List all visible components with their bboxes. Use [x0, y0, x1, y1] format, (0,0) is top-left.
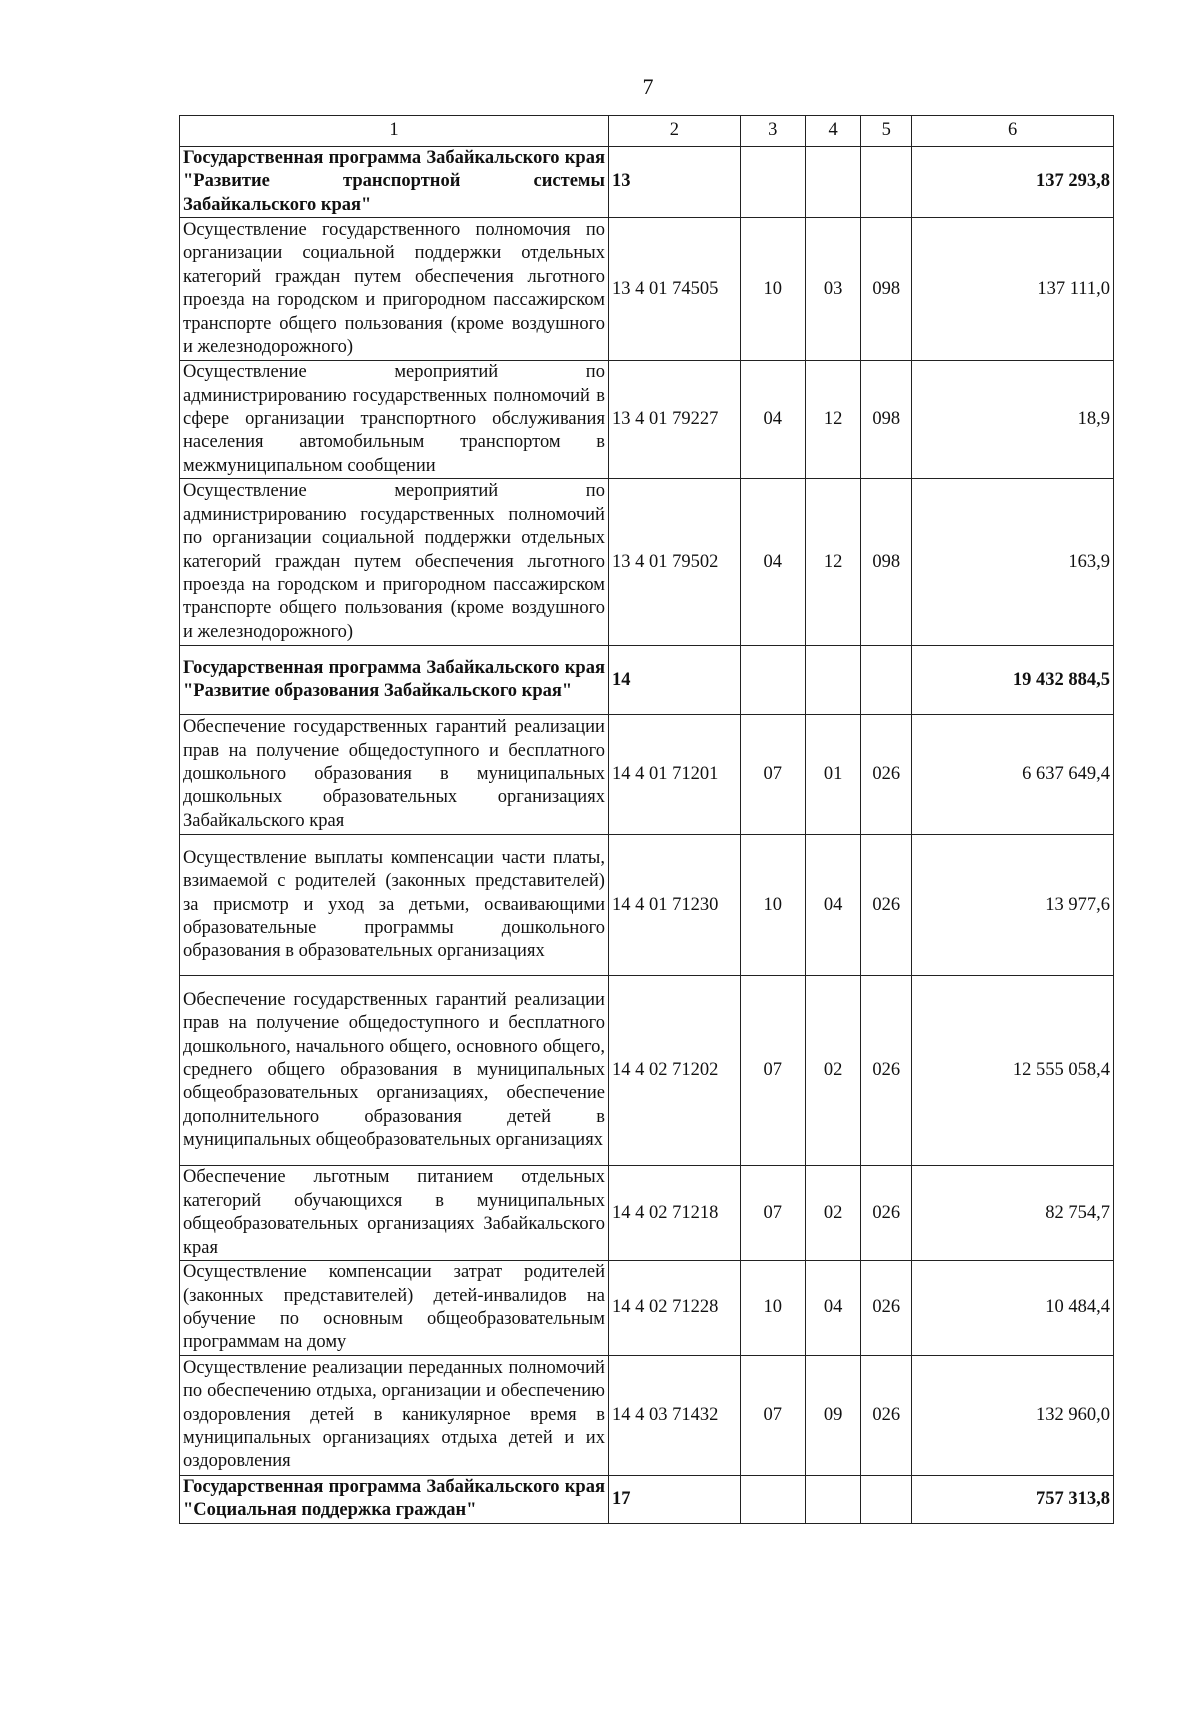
table-row — [180, 479, 1114, 646]
row-code: 17 — [608, 1475, 740, 1523]
row-subsection — [805, 147, 861, 218]
row-name: Государственная программа Забайкальского края "Социальная поддержка граждан" — [180, 1475, 609, 1523]
table-body — [180, 147, 1114, 1524]
row-name: Обеспечение государственных гарантий реализации прав на получение общедоступного и бесплатного дошкольного образования в муниципальных дошкольных образовательных организациях Забайкальского края — [180, 715, 609, 835]
row-subsection: 12 — [805, 479, 861, 646]
row-amount: 13 977,6 — [912, 835, 1114, 976]
row-amount: 757 313,8 — [912, 1475, 1114, 1523]
row-code: 13 4 01 79502 — [608, 479, 740, 646]
table-row — [180, 218, 1114, 361]
row-expense-type: 098 — [861, 218, 912, 361]
row-expense-type: 026 — [861, 976, 912, 1166]
column-header-1: 1 — [180, 116, 609, 147]
row-name: Осуществление реализации переданных полномочий по обеспечению отдыха, организации и обеспечению оздоровления детей в каникулярное время в муниципальных организациях отдыха детей и их оздоровления — [180, 1355, 609, 1475]
row-name: Государственная программа Забайкальского края "Развитие образования Забайкальского края" — [180, 646, 609, 715]
row-amount: 19 432 884,5 — [912, 646, 1114, 715]
row-amount: 82 754,7 — [912, 1166, 1114, 1261]
row-expense-type: 026 — [861, 715, 912, 835]
table-row — [180, 976, 1114, 1166]
row-code: 13 — [608, 147, 740, 218]
row-expense-type: 026 — [861, 1261, 912, 1356]
row-amount: 18,9 — [912, 361, 1114, 479]
row-code: 13 4 01 74505 — [608, 218, 740, 361]
row-section: 10 — [740, 1261, 805, 1356]
row-code: 14 4 03 71432 — [608, 1355, 740, 1475]
row-section — [740, 147, 805, 218]
row-name: Государственная программа Забайкальского края "Развитие транспортной системы Забайкальского края" — [180, 147, 609, 218]
row-section: 07 — [740, 1355, 805, 1475]
row-subsection: 02 — [805, 976, 861, 1166]
row-expense-type — [861, 147, 912, 218]
row-subsection: 01 — [805, 715, 861, 835]
row-amount: 12 555 058,4 — [912, 976, 1114, 1166]
row-expense-type: 026 — [861, 1355, 912, 1475]
row-amount: 137 293,8 — [912, 147, 1114, 218]
row-name: Осуществление компенсации затрат родителей (законных представителей) детей-инвалидов на обучение по основным общеобразовательным программам на дому — [180, 1261, 609, 1356]
row-section: 10 — [740, 218, 805, 361]
page-number: 7 — [642, 74, 654, 99]
row-name: Осуществление мероприятий по администрированию государственных полномочий по организации социальной поддержки отдельных категорий граждан путем обеспечения льготного проезда на городском и пригородном пассажирском транспорте общего пользования (кроме воздушного и железнодорожного) — [180, 479, 609, 646]
row-amount: 163,9 — [912, 479, 1114, 646]
row-name: Обеспечение государственных гарантий реализации прав на получение общедоступного и бесплатного дошкольного, начального общего, основного общего, среднего общего образования в муниципальных общеобразовательных организациях, обеспечение дополнительного образования детей в муниципальных общеобразовательных организациях — [180, 976, 609, 1166]
column-header-3: 3 — [740, 116, 805, 147]
table-row — [180, 715, 1114, 835]
row-section — [740, 1475, 805, 1523]
table-row — [180, 1355, 1114, 1475]
row-amount: 132 960,0 — [912, 1355, 1114, 1475]
row-name: Обеспечение льготным питанием отдельных категорий обучающихся в муниципальных общеобразовательных организациях Забайкальского края — [180, 1166, 609, 1261]
table-header — [180, 116, 1114, 147]
row-expense-type: 026 — [861, 835, 912, 976]
row-code: 14 4 02 71202 — [608, 976, 740, 1166]
row-section: 07 — [740, 1166, 805, 1261]
column-header-4: 4 — [805, 116, 861, 147]
row-code: 13 4 01 79227 — [608, 361, 740, 479]
row-code: 14 4 01 71230 — [608, 835, 740, 976]
row-code: 14 4 02 71218 — [608, 1166, 740, 1261]
row-subsection — [805, 646, 861, 715]
row-expense-type: 098 — [861, 479, 912, 646]
table-row — [180, 1261, 1114, 1356]
table-row — [180, 1166, 1114, 1261]
program-row — [180, 147, 1114, 218]
table-row — [180, 835, 1114, 976]
program-row — [180, 1475, 1114, 1523]
row-section: 07 — [740, 976, 805, 1166]
row-section: 07 — [740, 715, 805, 835]
row-section: 04 — [740, 479, 805, 646]
row-code: 14 — [608, 646, 740, 715]
row-section — [740, 646, 805, 715]
row-subsection: 04 — [805, 835, 861, 976]
row-name: Осуществление выплаты компенсации части платы, взимаемой с родителей (законных представителей) за присмотр и уход за детьми, осваивающими образовательные программы дошкольного образования в образовательных организациях — [180, 835, 609, 976]
row-code: 14 4 02 71228 — [608, 1261, 740, 1356]
row-amount: 137 111,0 — [912, 218, 1114, 361]
row-subsection: 03 — [805, 218, 861, 361]
row-subsection: 02 — [805, 1166, 861, 1261]
row-subsection: 12 — [805, 361, 861, 479]
row-name: Осуществление государственного полномочия по организации социальной поддержки отдельных категорий граждан путем обеспечения льготного проезда на городском и пригородном пассажирском транспорте общего пользования (кроме воздушного и железнодорожного) — [180, 218, 609, 361]
row-subsection: 09 — [805, 1355, 861, 1475]
row-expense-type — [861, 646, 912, 715]
table-row — [180, 361, 1114, 479]
column-header-2: 2 — [608, 116, 740, 147]
row-section: 04 — [740, 361, 805, 479]
column-header-5: 5 — [861, 116, 912, 147]
budget-table — [179, 115, 1114, 1524]
program-row — [180, 646, 1114, 715]
row-subsection: 04 — [805, 1261, 861, 1356]
row-amount: 10 484,4 — [912, 1261, 1114, 1356]
row-name: Осуществление мероприятий по администрированию государственных полномочий в сфере организации транспортного обслуживания населения автомобильным транспортом в межмуниципальном сообщении — [180, 361, 609, 479]
row-expense-type — [861, 1475, 912, 1523]
row-expense-type: 098 — [861, 361, 912, 479]
row-code: 14 4 01 71201 — [608, 715, 740, 835]
row-subsection — [805, 1475, 861, 1523]
row-amount: 6 637 649,4 — [912, 715, 1114, 835]
column-header-6: 6 — [912, 116, 1114, 147]
row-expense-type: 026 — [861, 1166, 912, 1261]
row-section: 10 — [740, 835, 805, 976]
header-row — [180, 116, 1114, 147]
